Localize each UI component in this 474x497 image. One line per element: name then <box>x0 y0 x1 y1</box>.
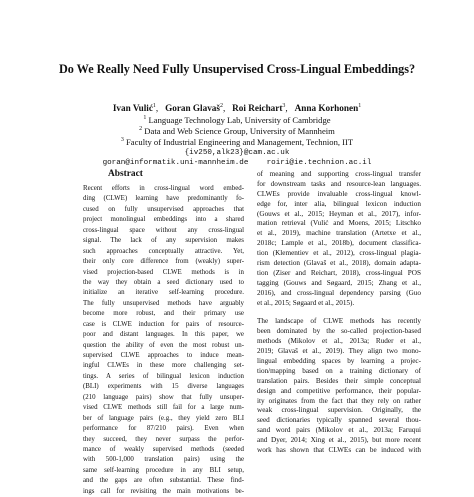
body-text-line: ity originates from the fact that they rely on rather <box>257 396 421 405</box>
body-text-line: tion (Klementiev et al., 2012), cross-lingual plagia- <box>257 249 421 258</box>
abstract-line: performance for 87/210 pairs). Even when <box>83 425 244 433</box>
abstract-line: The fully unsupervised methods have arguably <box>83 299 244 307</box>
body-text-line: been dominated by the so-called projection-based <box>257 327 421 336</box>
affiliation-text: Data and Web Science Group, University of Mannheim <box>144 126 335 136</box>
abstract-line: question the ability of even the most robust un- <box>83 341 244 349</box>
author-name: Anna Korhonen <box>294 103 359 113</box>
abstract-line: signal. The lack of any supervision makes <box>83 237 244 245</box>
body-text-line: tagging (Gouws and Søgaard, 2015; Zhang et al., <box>257 278 421 287</box>
abstract-line: their only core difference from (weakly) super- <box>83 258 244 266</box>
body-text-line: and Dyer, 2014; Xing et al., 2015), but more recent <box>257 436 421 445</box>
abstract-line: poor and distant languages. In this paper, we <box>83 331 244 339</box>
body-text-line: mation retrieval (Vulić and Moens, 2015; Litschko <box>257 219 421 228</box>
body-text-line: 2016), and cross-lingual dependency parsing (Guo <box>257 288 421 297</box>
body-text-line: (Gouws et al., 2015; Heyman et al., 2017), infor- <box>257 209 421 218</box>
body-text-line: The landscape of CLWE methods has recently <box>257 317 421 326</box>
body-text-line: sand word pairs (Mikolov et al., 2013a; Faruqui <box>257 426 421 435</box>
abstract-line: they succeed, they never surpass the perfor- <box>83 435 244 443</box>
abstract-line: case is CLWE induction for pairs of resource- <box>83 320 244 328</box>
abstract-line: such approaches conceptually attractive. Yet, <box>83 247 244 255</box>
affiliation <box>0 115 474 126</box>
abstract-line: ding (CLWE) learning have predominantly fo- <box>83 195 244 203</box>
abstract-line: and the gaps are often substantial. These find- <box>83 477 244 485</box>
abstract-line: (BLI) experiments with 15 diverse languages <box>83 383 244 391</box>
author-sup: 2 <box>219 102 223 109</box>
abstract-line: (210 language pairs) show that fully unsuper- <box>83 393 244 401</box>
body-text-line: 2019; Glavaš et al., 2019). They align two mono- <box>257 347 421 356</box>
affiliation <box>0 126 474 137</box>
body-text-line: et al., 2019), machine translation (Artetxe et al., <box>257 229 421 238</box>
author-name: Goran Glavaš <box>165 103 220 113</box>
abstract-line: ingful CLWEs in these more challenging set- <box>83 362 244 370</box>
body-text-line: tion (Ziser and Reichart, 2018), cross-lingual POS <box>257 268 421 277</box>
abstract-line: vised projection-based CLWE methods is in <box>83 268 244 276</box>
body-text-line: rism detection (Glavaš et al., 2018), domain adapta- <box>257 259 421 268</box>
abstract-line: tings. A series of bilingual lexicon induction <box>83 372 244 380</box>
affiliation-sup: 2 <box>139 126 143 133</box>
body-text-line: edge for, inter alia, bilingual lexicon induction <box>257 199 421 208</box>
affiliation-sup: 1 <box>143 115 147 122</box>
abstract-line: project monolingual embeddings into a shared <box>83 216 244 224</box>
paper-title: Do We Really Need Fully Unsupervised Cross-Lingual Embeddings? <box>58 62 416 76</box>
abstract-line: initialize an iterative self-learning procedure. <box>83 289 244 297</box>
author-list: Ivan Vulić$^1$, Goran Glavaš$^2$, Roi Reichart$^3$, Anna Korhonen$^1$ <box>112 102 362 113</box>
body-text-line: 2018c; Lample et al., 2018b), document classifica- <box>257 239 421 248</box>
abstract-heading: Abstract <box>108 169 143 179</box>
abstract-line: vised CLWE methods still fail for a large num- <box>83 404 244 412</box>
author-name: Roi Reichart <box>232 103 283 113</box>
body-text-line: of meaning and supporting cross-lingual transfer <box>257 170 421 178</box>
body-text-line: methods (Mikolov et al., 2013a; Ruder et al., <box>257 337 421 346</box>
right-column-body <box>257 170 421 456</box>
body-text-line: et al., 2015; Søgaard et al., 2015). <box>257 298 355 307</box>
email-line: {iv250,alk23}@cam.ac.uk <box>184 149 290 157</box>
abstract-line: same self-learning procedure in any BLI setup, <box>83 466 244 474</box>
abstract-body <box>83 184 244 497</box>
abstract-line: with 500-1,000 translation pairs) using the <box>83 456 244 464</box>
body-text-line <box>257 308 421 317</box>
affiliation-sup: 3 <box>120 137 124 144</box>
affiliation-text: Language Technology Lab, University of Cambridge <box>148 115 331 125</box>
author-name: Ivan Vulić <box>112 103 153 113</box>
body-text-line: weak cross-lingual supervision. Originally, the <box>257 406 421 415</box>
author-sup: 1 <box>152 102 156 109</box>
body-text-line: for downstream tasks and resource-lean languages. <box>257 179 421 188</box>
abstract-line: supervised CLWE approaches to induce mean- <box>83 352 244 359</box>
affiliation <box>0 137 474 148</box>
body-text-line: CLWEs provide invaluable cross-lingual knowl- <box>257 189 421 198</box>
body-text-line: tion/mapping based on a training dictionary of <box>257 366 421 375</box>
body-text-line: seed dictionaries typically spanned several thou- <box>257 416 421 425</box>
body-text-line: translation pairs. Besides their simple conceptual <box>257 376 421 385</box>
affiliation-text: Faculty of Industrial Engineering and Management, Technion, IIT <box>126 137 354 147</box>
body-text-line: work has shown that CLWEs can be induced with <box>257 446 421 455</box>
abstract-line: cross-lingual space without any cross-lingual <box>83 226 244 234</box>
abstract-line: mance of weakly supervised methods (seeded <box>83 445 244 453</box>
email-line: goran@informatik.uni-mannheim.de roiri@ie.technion.ac.il <box>102 159 372 167</box>
author-sup: 3 <box>282 102 286 109</box>
author-sup: 1 <box>358 102 362 109</box>
abstract-line: become more robust, and their primary use <box>83 310 244 318</box>
abstract-line: cused on fully unsupervised approaches that <box>83 205 244 213</box>
body-text-line: lingual embedding spaces by learning a projec- <box>257 357 421 366</box>
abstract-line: ber of language pairs (e.g., they yield zero BLI <box>83 414 244 422</box>
abstract-line: the way they obtain a seed dictionary used to <box>83 278 244 286</box>
body-text-line: design and competitive performance, their popular- <box>257 386 421 395</box>
abstract-line: ings call for revisiting the main motivations be- <box>83 487 244 495</box>
abstract-line: Recent efforts in cross-lingual word embed- <box>83 185 244 192</box>
